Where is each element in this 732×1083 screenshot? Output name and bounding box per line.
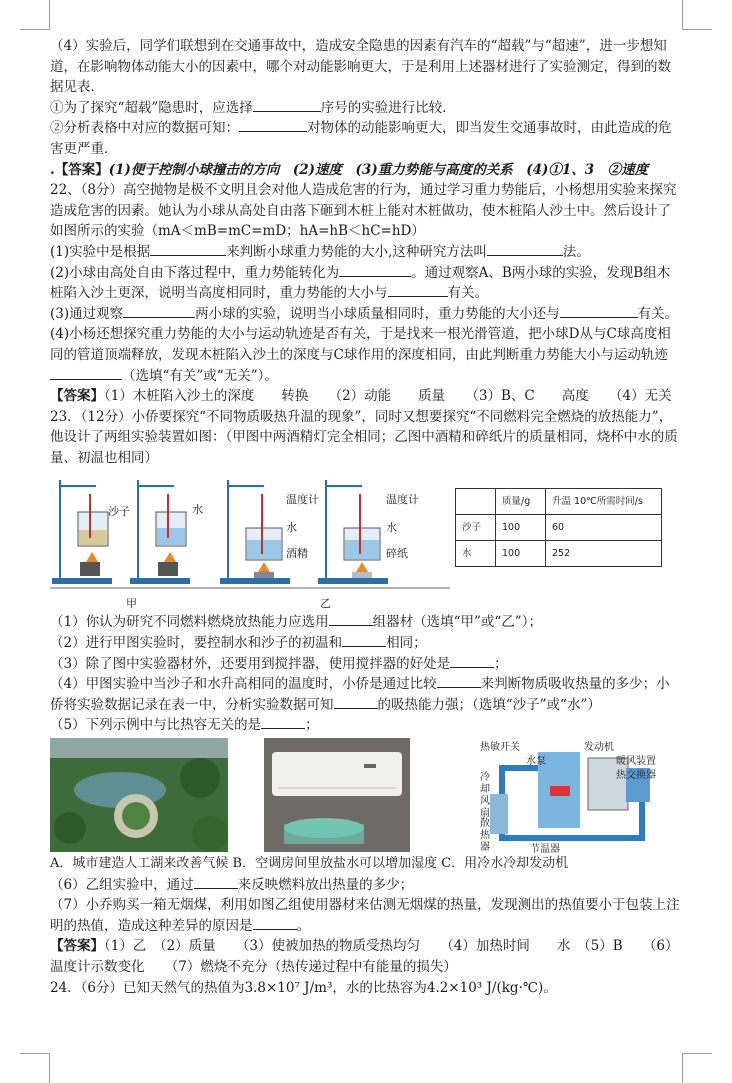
fig-label: 水 [386, 521, 397, 535]
q22-stem: 22、（8分）高空抛物是极不文明且会对他人造成危害的行为，通过学习重力势能后，小杨想用实验来探究造成危害的因素。她认为小球从高处自由落下砸到木桩上能对木桩做功，使木桩陷人沙土中。然后设计了如图所示的实验（mA＜mB=mC=mD；hA=hB＜hC=hD） [50, 182, 677, 240]
q23-part2: （2）进行甲图实验时，要控制水和沙子的初温和 相同； [50, 635, 427, 652]
crop-mark-top-right [682, 0, 712, 30]
fig-label: 水 [286, 521, 297, 535]
q23-stem: 23．（12分）小侨要探究“不同物质吸热升温的现象”，同时又想要探究“不同燃料完全燃烧的放热能力”，他设计了两组实验装置如图：（甲图中两酒精灯完全相同；乙图中酒精和碎纸片的质量相同，烧杯中水的质量、初温也相同） [50, 408, 678, 466]
crop-mark-bottom-right [682, 1053, 712, 1083]
q24-stem: 24．（6分）已知天然气的热值为3.8×10⁷ J/m³，水的比热容为4.2×10³ J/(kg·℃)。 [50, 979, 557, 996]
q22-part1: (1)实验中是根据 来判断小球重力势能的大小,这种研究方法叫 法。 [50, 243, 590, 260]
q21-part4-b: ②分析表格中对应的数据可知： 对物体的动能影响更大，即当发生交通事故时，由此造成的危害更严重． [50, 120, 672, 157]
fig-label: 温度计 [386, 493, 419, 507]
q22-part2: (2)小球由高处自由下落过程中，重力势能转化为 。通过观察A、B两小球的实验，发现B组木桩陷入沙土更深，说明当高度相同时，重力势能的大小与 有关。 [50, 264, 671, 302]
q22-part3: (3)通过观察 两小球的实验，说明当小球质量相同时，重力势能的大小还与 有关。 [50, 305, 679, 322]
air-conditioner-image [264, 738, 410, 852]
answer-blank [239, 118, 307, 132]
fig-label: 酒精 [286, 547, 308, 561]
document-page [50, 36, 682, 998]
fig-label: 水 [192, 503, 203, 517]
q23-answer: 【答案】（1）乙 （2）质量 （3）使被加热的物质受热均匀 （4）加热时间 水 （5）B （6）温度计示数变化 （7）燃烧不充分（热传递过程中有能量的损失） [50, 938, 679, 975]
figure-group-labels: 甲 乙 [126, 597, 331, 611]
table-row: 沙子 100 60 [456, 515, 662, 541]
fig-label: 温度计 [286, 493, 319, 507]
lake-park-image [50, 738, 228, 852]
q21-part4: （4）实验后，同学们联想到在交通事故中，造成安全隐患的因素有汽车的“超载”与“超速”，进一步想知道，在影响物体动能大小的因素中，哪个对动能影响更大，于是利用上述器材进行了实验测定，得到的数据见表． [50, 38, 671, 96]
q23-part4: （4）甲图实验中当沙子和水升高相同的温度时，小侨是通过比较 来判断物质吸收热量的多少；小侨将实验数据记录在表一中，分析实验数据可知 的吸热能力强；（选填“沙子”或“水”） [50, 676, 670, 713]
q21-answer: .【答案】(1)便于控制小球撞击的方向 (2)速度 (3)重力势能与高度的关系 (4)①1、3 ②速度 [50, 161, 649, 178]
q22-part4: (4)小杨还想探究重力势能的大小与运动轨迹是否有关，于是找来一根光滑管道，把小球D从与C球高度相同的管道顶端释放，发现木桩陷入沙土的深度与C球作用的深度相同，由此判断重力势能大小与运动轨迹（选填“有关”或“无关”）。 [50, 326, 671, 384]
crop-mark-bottom-left [20, 1053, 50, 1083]
table-row: 水 100 252 [456, 541, 662, 567]
q23-part3: （3）除了图中实验器材外，还要用到搅拌器，使用搅拌器的好处是 ； [50, 655, 508, 672]
fig-label: 碎纸 [386, 547, 408, 561]
q23-part7: （7）小乔购买一箱无烟煤，利用如图乙组使用器材来估测无烟煤的热量，发现测出的热值要小于包装上注明的热值，造成这种差异的原因是 。 [50, 897, 680, 934]
q21-part4-a: ①为了探究“超载”隐患时，应选择 序号的实验进行比较． [50, 99, 456, 116]
q23-part1: （1）你认为研究不同燃料燃烧放热能力应选用 组器材（选填“甲”或“乙”）； [50, 614, 542, 631]
q22-answer: 【答案】（1）木桩陷入沙土的深度 转换 （2）动能 质量 （3）B、C 高度 （4）无关 [50, 388, 672, 405]
q23-part5: （5）下列示例中与比热容无关的是 ； [50, 717, 319, 734]
q23-photos: 热敏开关 发动机 水泵 暖风装置 热交换器 冷却风扇 散热器 节温器 [50, 738, 682, 854]
crop-mark-top-left [20, 0, 50, 30]
table-header-row: 质量/g 升温 10℃所需时间/s [456, 489, 662, 515]
data-table [455, 488, 662, 567]
q23-figure [50, 472, 682, 594]
answer-blank [253, 98, 321, 112]
q23-part6: （6）乙组实验中，通过 来反映燃料放出热量的多少； [50, 876, 414, 893]
fig-label: 沙子 [108, 505, 130, 519]
q23-options: A．城市建造人工湖来改善气候 B．空调房间里放盐水可以增加湿度 C．用冷水冷却发动机 [50, 856, 569, 872]
